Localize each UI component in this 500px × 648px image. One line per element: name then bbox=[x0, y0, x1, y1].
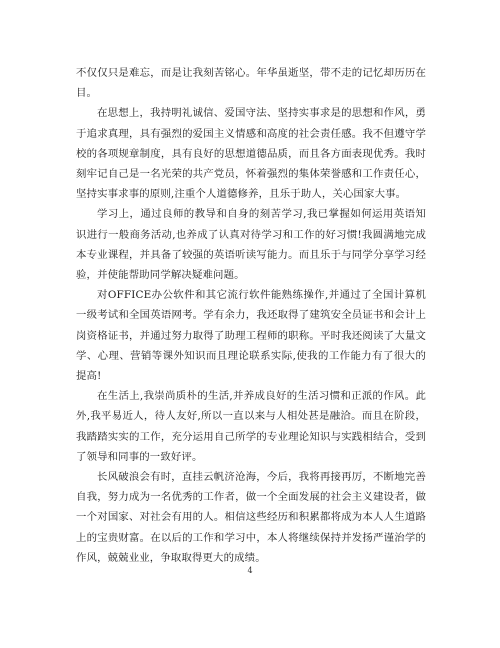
paragraph-4: 对OFFICE办公软件和其它流行软件能熟练操作,并通过了全国计算机一级考试和全国英语网考。学有余力，我还取得了建筑安全员证书和会计上岗资格证书，并通过努力取得了助理工程师的职称。平时我还阅读了大量文学、心理、营销等课外知识而且理论联系实际,使我的工作能力有了很大的提高! bbox=[76, 289, 426, 383]
paragraph-3: 学习上，通过良师的教导和自身的刻苦学习,我已掌握如何运用英语知识进行一般商务活动,也养成了认真对待学习和工作的好习惯!我圆满地完成本专业课程，并具备了较强的英语听读写能力。而且乐于与同学分享学习经验，并使能帮助同学解决疑难问题。 bbox=[76, 208, 426, 282]
page-number: 4 bbox=[247, 566, 253, 575]
paragraph-2: 在思想上，我持明礼诚信、爱国守法、坚持实事求是的思想和作风，勇于追求真理，具有强烈的爱国主义情感和高度的社会责任感。我不但遵守学校的各项规章制度，具有良好的思想道德品质，而且各方面表现优秀。我时刻牢记自己是一名光荣的共产党员，怀着强烈的集体荣誉感和工作责任心，坚持实事求事的原则,注重个人道德修养，且乐于助人，关心国家大事。 bbox=[76, 107, 426, 201]
paragraph-5: 在生活上,我崇尚质朴的生活,并养成良好的生活习惯和正派的作风。此外,我平易近人，待人友好,所以一直以来与人相处甚是融洽。而且在阶段，我踏踏实实的工作，充分运用自己所学的专业理论知识与实践相结合，受到了领导和同事的一致好评。 bbox=[76, 390, 426, 463]
document-body bbox=[76, 63, 426, 568]
paragraph-1: 不仅仅只是难忘，而是让我刻苦铭心。年华虽逝坚，带不走的记忆却历历在目。 bbox=[76, 67, 426, 100]
paragraph-6: 长风破浪会有时，直挂云帆济沧海，今后，我将再接再厉，不断地完善自我，努力成为一名优秀的工作者，做一个全面发展的社会主义建设者，做一个对国家、对社会有用的人。相信这些经历和积累都将成为本人人生道路上的宝贵财富。在以后的工作和学习中，本人将继续保持并发扬严谨治学的作风，兢兢业业，争取取得更大的成绩。 bbox=[76, 471, 426, 564]
